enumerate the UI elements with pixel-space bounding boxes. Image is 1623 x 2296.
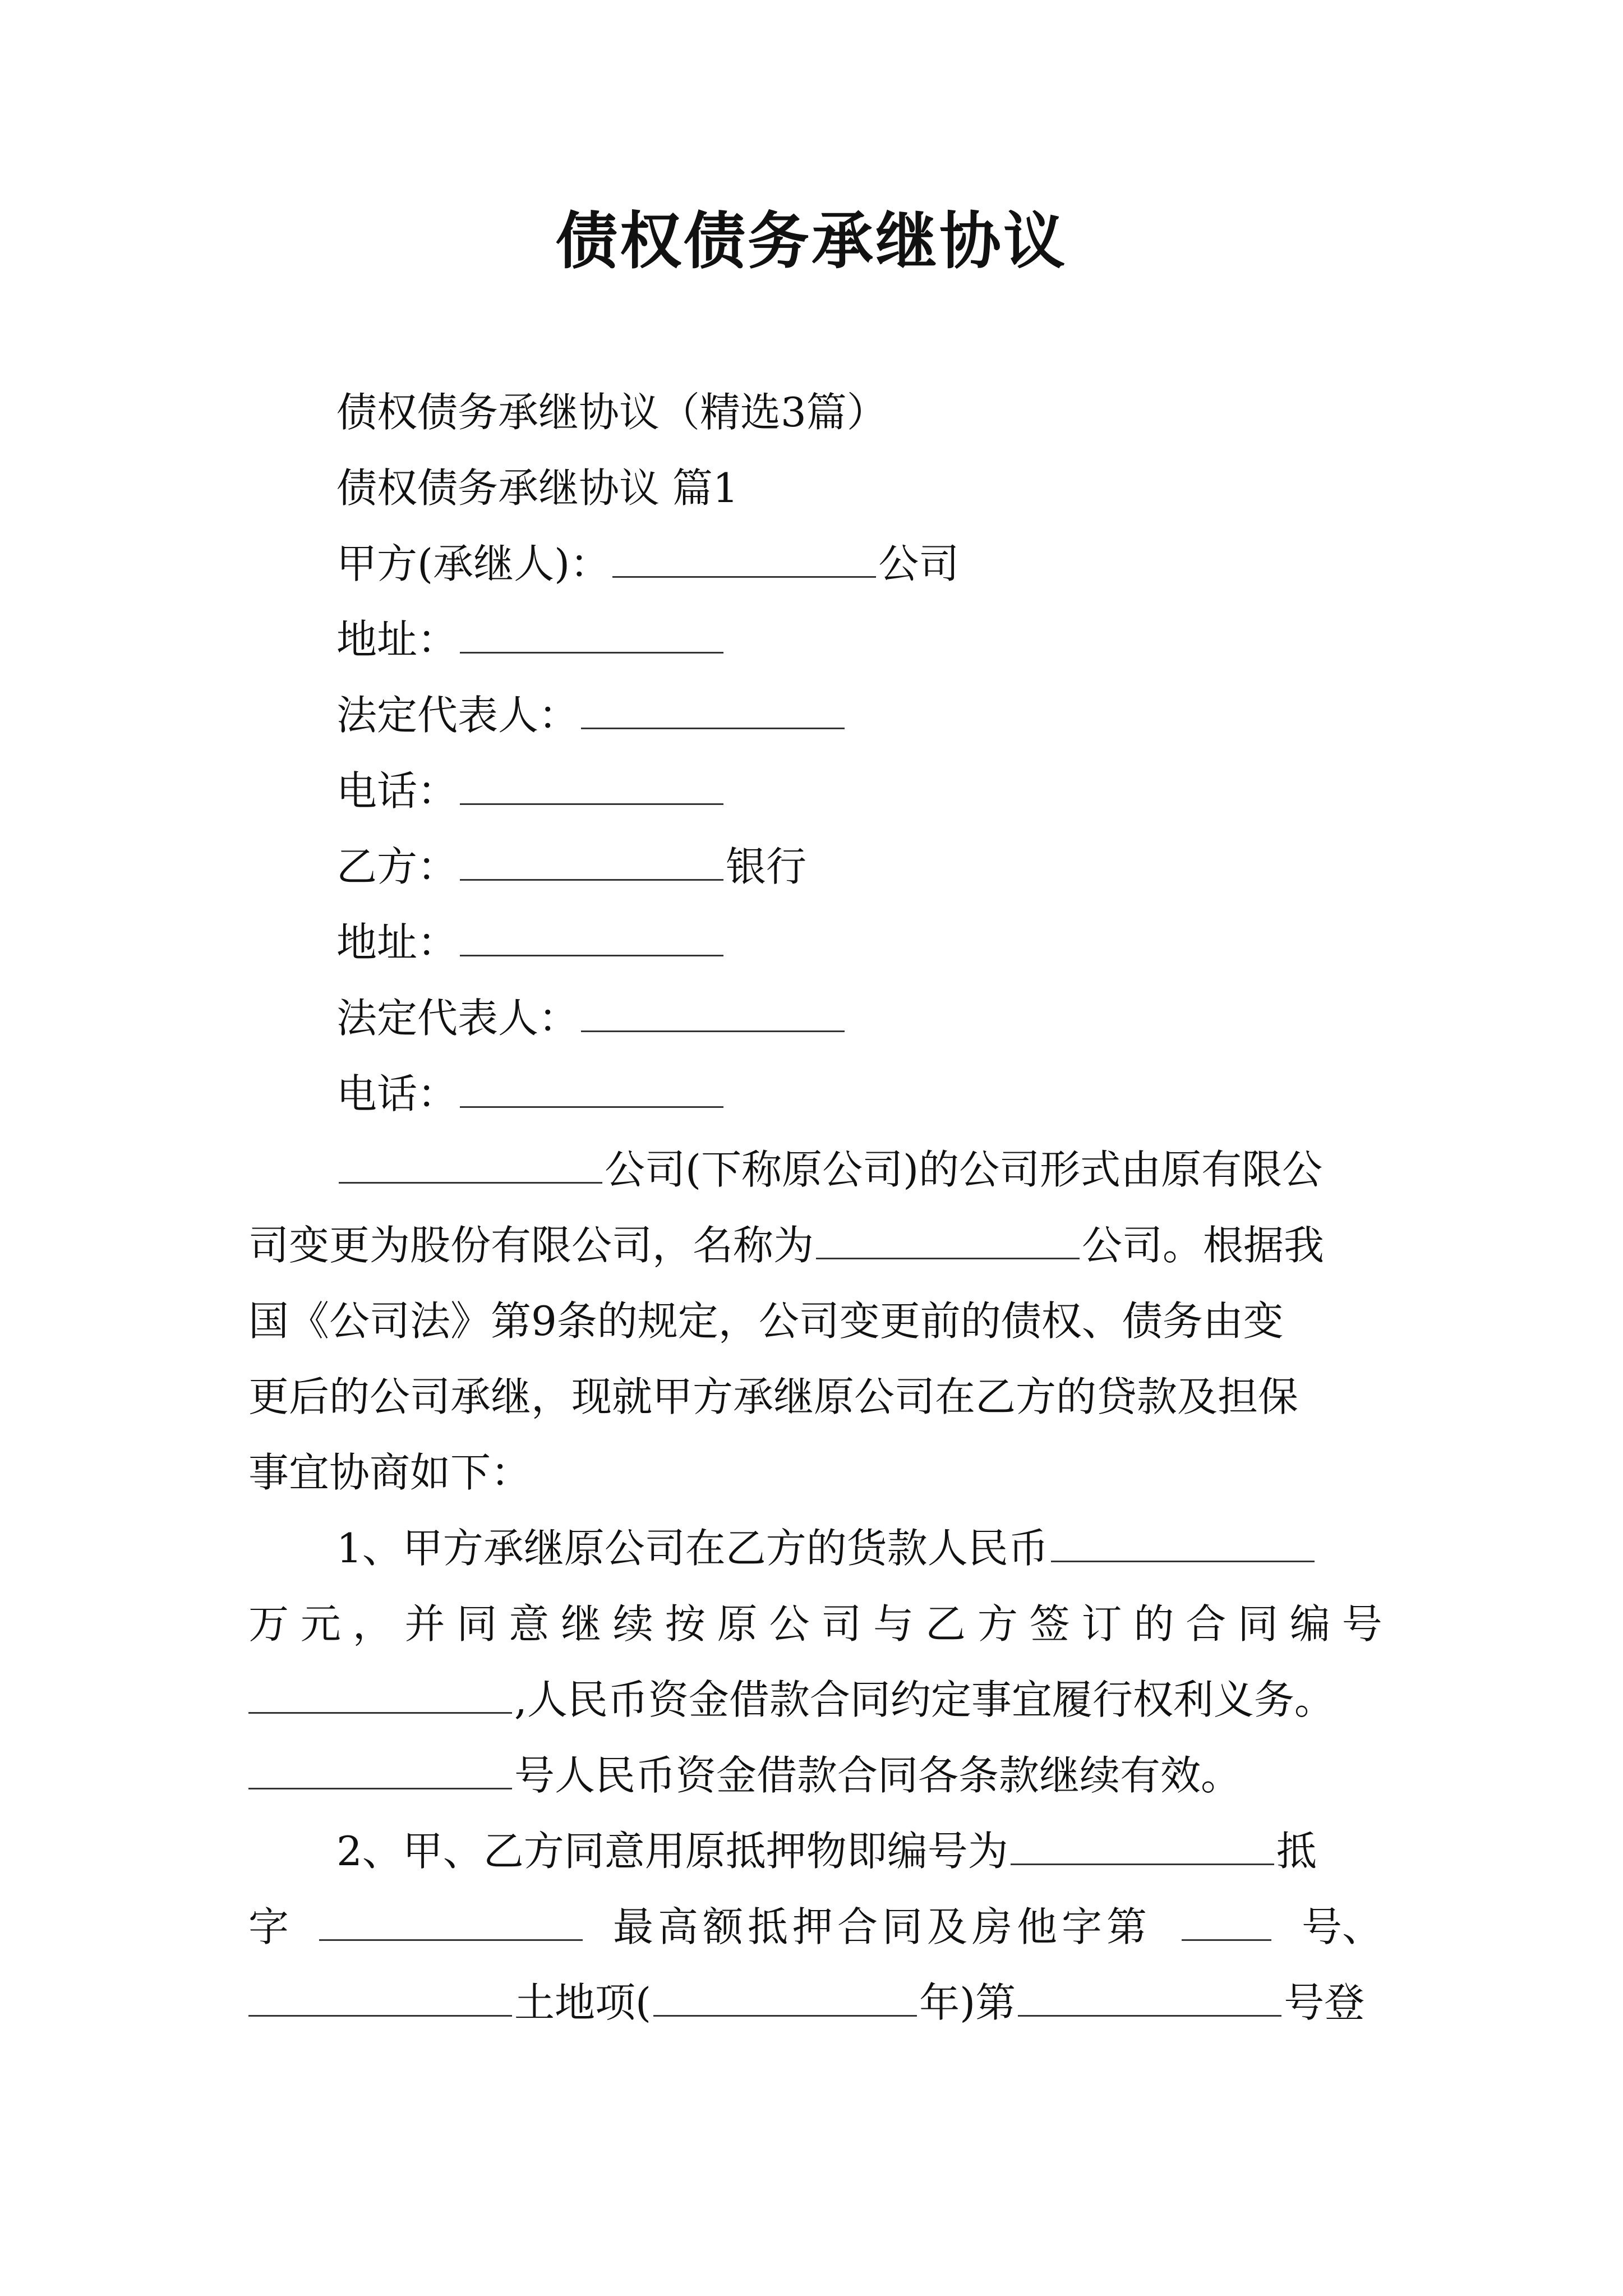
party-b-name-blank xyxy=(460,844,723,881)
clause2-line-1 xyxy=(336,1823,1317,1879)
clause1-char: 号 xyxy=(1341,1600,1382,1648)
clause1-char: 按 xyxy=(665,1600,706,1648)
party-a-phone-label: 电话： xyxy=(336,767,458,815)
document-title: 债权债务承继协议 xyxy=(556,205,1067,277)
clause1-char: 方 xyxy=(977,1600,1018,1648)
clause1-char: 同 xyxy=(1238,1600,1279,1648)
intro-text-2a: 司变更为股份有限公司，名称为 xyxy=(248,1222,814,1269)
collateral-number-blank xyxy=(1011,1829,1274,1865)
party-b-phone-blank xyxy=(460,1071,723,1108)
party-a-address-label: 地址： xyxy=(336,616,458,663)
contract-number-blank-2 xyxy=(248,1753,512,1789)
clause1-char: 合 xyxy=(1186,1600,1227,1648)
clause2-text-3b: 年)第 xyxy=(919,1979,1016,2026)
intro-line-4: 更后的公司承继，现就甲方承继原公司在乙方的贷款及担保 xyxy=(248,1373,1299,1420)
clause1-char: 同 xyxy=(457,1600,497,1648)
party-a-line xyxy=(336,536,959,592)
party-b-rep-line xyxy=(336,990,847,1046)
party-b-rep-label: 法定代表人： xyxy=(336,995,579,1042)
intro-text-1: 公司(下称原公司)的公司形式由原有限公 xyxy=(605,1146,1323,1193)
clause1-line-4 xyxy=(248,1747,1382,1803)
clause1-char: 乙 xyxy=(925,1600,966,1648)
party-a-rep-line xyxy=(336,687,847,743)
party-a-rep-label: 法定代表人： xyxy=(336,692,579,739)
intro-line-5: 事宜协商如下： xyxy=(248,1449,532,1496)
clause1-text-1: 1、甲方承继原公司在乙方的货款人民币 xyxy=(336,1525,1049,1572)
clause1-text-3: ,人民币资金借款合同约定事宜履行权利义务。 xyxy=(514,1676,1335,1723)
year-blank xyxy=(653,1980,917,2017)
party-b-address-line xyxy=(336,914,726,970)
clause1-char: 与 xyxy=(873,1600,914,1648)
party-a-phone-blank xyxy=(460,769,723,805)
party-b-address-label: 地址： xyxy=(336,919,458,966)
party-a-address-blank xyxy=(460,617,723,654)
clause2-text-1a: 2、甲、乙方同意用原抵押物即编号为 xyxy=(336,1828,1008,1875)
clause1-text-4: 号人民币资金借款合同各条款继续有效。 xyxy=(514,1752,1242,1799)
clause1-char: 编 xyxy=(1289,1600,1330,1648)
clause2-text-2c: 号、 xyxy=(1301,1903,1382,1950)
clause1-char: ， xyxy=(352,1600,393,1648)
clause1-char: 公 xyxy=(769,1600,810,1648)
intro-line-1 xyxy=(336,1142,1322,1198)
party-a-name-blank xyxy=(612,541,876,578)
party-b-phone-label: 电话： xyxy=(336,1070,458,1117)
clause1-line-1 xyxy=(336,1520,1317,1576)
clause1-char: 原 xyxy=(717,1600,758,1648)
party-b-address-blank xyxy=(460,920,723,956)
clause1-char: 司 xyxy=(821,1600,862,1648)
party-b-rep-blank xyxy=(581,996,845,1032)
party-b-phone-line xyxy=(336,1066,726,1122)
clause2-text-1b: 抵 xyxy=(1276,1828,1317,1875)
party-b-suffix: 银行 xyxy=(726,843,807,890)
clause1-char: 续 xyxy=(612,1600,653,1648)
clause1-char: 订 xyxy=(1081,1600,1122,1648)
intro-line-3: 国《公司法》第9条的规定，公司变更前的债权、债务由变 xyxy=(248,1297,1284,1345)
clause1-char: 万 xyxy=(248,1600,289,1648)
party-a-suffix: 公司 xyxy=(878,540,960,587)
clause1-char: 签 xyxy=(1029,1600,1070,1648)
clause2-text-2b: 最高额抵押合同及房他字第 xyxy=(612,1903,1151,1950)
clause2-line-3 xyxy=(248,1975,1382,2031)
register-number-blank xyxy=(1018,1980,1281,2017)
party-a-phone-line xyxy=(336,763,726,819)
house-number-blank xyxy=(1182,1904,1271,1941)
document-subtitle: 债权债务承继协议（精选3篇） xyxy=(336,389,887,436)
contract-number-blank xyxy=(248,1677,512,1714)
clause2-text-2a: 字 xyxy=(248,1903,289,1950)
clause2-text-3a: 土地项( xyxy=(514,1979,652,2026)
section-heading: 债权债务承继协议 篇1 xyxy=(336,464,739,512)
party-b-line xyxy=(336,839,806,895)
clause1-char: 元 xyxy=(300,1600,341,1648)
loan-amount-blank xyxy=(1051,1526,1315,1562)
intro-text-2b: 公司。根据我 xyxy=(1082,1222,1325,1269)
clause1-char: 并 xyxy=(404,1600,445,1648)
party-a-rep-blank xyxy=(581,693,845,729)
party-b-label: 乙方： xyxy=(336,843,458,890)
original-company-blank xyxy=(339,1147,602,1184)
intro-line-2 xyxy=(248,1217,1382,1273)
clause2-text-3c: 号登 xyxy=(1284,1979,1365,2026)
clause2-line-2 xyxy=(248,1899,1382,1955)
clause1-line-2 xyxy=(248,1596,1382,1652)
land-blank xyxy=(248,1980,512,2017)
clause1-line-3 xyxy=(248,1672,1382,1728)
clause1-char: 继 xyxy=(561,1600,602,1648)
clause1-char: 意 xyxy=(509,1600,550,1648)
party-a-address-line xyxy=(336,611,726,668)
mortgage-word-blank xyxy=(319,1904,583,1941)
party-a-label: 甲方(承继人)： xyxy=(336,540,611,587)
new-company-name-blank xyxy=(816,1223,1080,1259)
clause1-char: 的 xyxy=(1133,1600,1174,1648)
